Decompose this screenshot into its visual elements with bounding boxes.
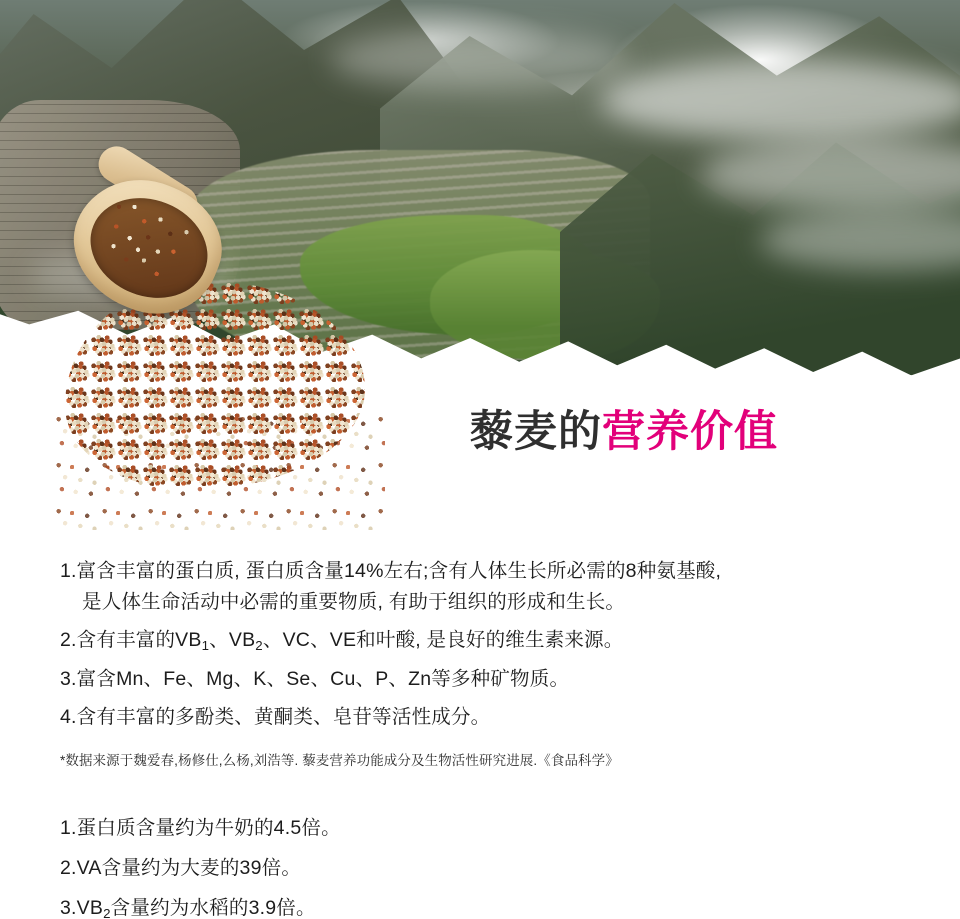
- list-item: [60, 664, 910, 695]
- list-item-number: 2.: [60, 629, 77, 651]
- list-item-text: VA含量约为大麦的39倍。: [76, 857, 302, 879]
- list-item-text: 含有丰富的$VB_1$、$VB_2$、VC、VE和叶酸, 是良好的维生素来源。: [76, 629, 624, 653]
- cloud-mist-3: [330, 30, 630, 90]
- list-item: [60, 893, 910, 919]
- list-item-text-continued: 是人体生命活动中必需的重要物质, 有助于组织的形成和生长。: [82, 591, 626, 613]
- list-item: [60, 853, 910, 884]
- list-item-text: 富含丰富的蛋白质, 蛋白质含量14%左右;含有人体生长所必需的8种氨基酸,: [76, 560, 722, 582]
- list-item-number: 1.: [60, 817, 77, 839]
- list-item: [60, 625, 910, 657]
- list-item: [60, 813, 910, 844]
- cloud-mist-1: [600, 60, 960, 140]
- nutrition-content: [60, 556, 910, 919]
- list-item-number: 1.: [60, 560, 77, 582]
- list-item-number: 3.: [60, 668, 77, 690]
- list-item: [60, 556, 910, 618]
- page-title-dark: 藜麦的: [470, 408, 602, 456]
- list-item-text: 富含Mn、Fe、Mg、K、Se、Cu、P、Zn等多种矿物质。: [76, 668, 570, 690]
- source-footnote: *数据来源于魏爱春,杨修仕,么杨,刘浩等. 藜麦营养功能成分及生物活性研究进展.《食品科学》: [60, 753, 619, 768]
- list-item: [60, 702, 910, 733]
- list-item-number: 3.: [60, 897, 77, 919]
- list-item-text: 蛋白质含量约为牛奶的4.5倍。: [76, 817, 341, 839]
- list-item-text: 含有丰富的多酚类、黄酮类、皂苷等活性成分。: [76, 706, 491, 728]
- quinoa-scoop-graphic: [55, 160, 375, 500]
- page-title-accent: 营养价值: [602, 408, 778, 456]
- list-item-number: 4.: [60, 706, 77, 728]
- page-title: [470, 398, 778, 459]
- list-item-number: 2.: [60, 857, 77, 879]
- comparison-section: [60, 813, 910, 919]
- list-item-text: $VB_2$含量约为水稻的3.9倍。: [76, 897, 316, 919]
